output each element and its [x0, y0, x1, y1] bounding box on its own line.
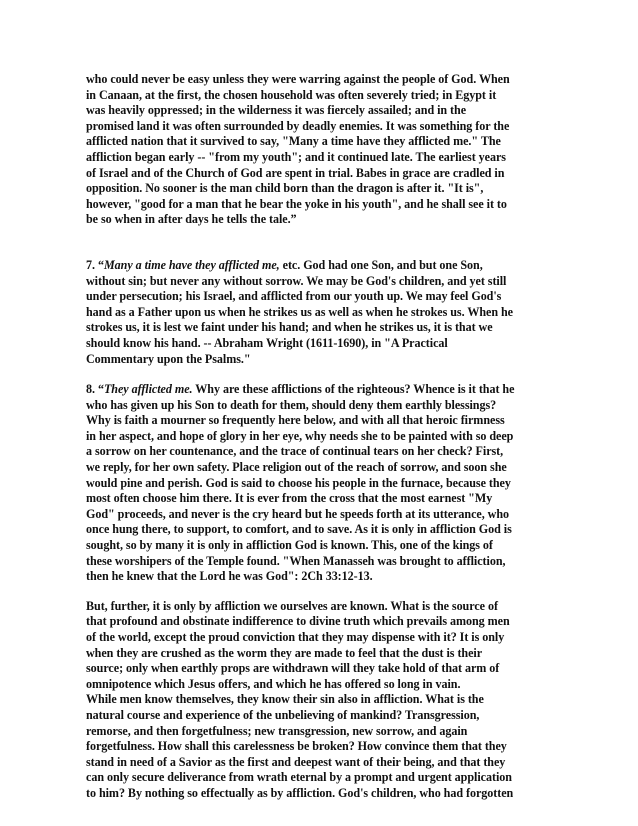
text-line: source; only when earthly props are withdrawn will they take hold of that arm of	[86, 661, 500, 676]
text-line: hand as a Father upon us when he strikes us as well as when he strokes us. When he	[86, 304, 514, 319]
text-line: who could never be easy unless they were warring against the people of God. When	[86, 72, 510, 86]
text-line: who has given up his Son to death for them, should deny them earthly blessings?	[86, 397, 497, 412]
text-line: be so when in after days he tells the tale.”	[86, 212, 297, 227]
text-line: however, "good for a man that he bear the yoke in his youth", and he shall see it to	[86, 196, 507, 211]
text-line: Why is faith a mourner so frequently here below, and with all that heroic firmness	[86, 413, 505, 428]
text-line: forgetfulness. How shall this carelessness be broken? How convince them that they	[86, 739, 507, 754]
text-fragment: Why are these afflictions of the righteous? Whence is it that he	[192, 382, 515, 397]
text-line: can only secure deliverance from wrath eternal by a prompt and urgent application	[86, 770, 512, 785]
text-line: affliction began early -- "from my youth"; and it continued late. The earliest years	[86, 149, 506, 164]
text-line: should know his hand. -- Abraham Wright (1611-1690), in "A Practical	[86, 335, 448, 350]
text-line	[86, 382, 550, 398]
text-line: stand in need of a Savior as the first and deepest want of their being, and that they	[86, 754, 506, 769]
text-line: God" proceeds, and never is the cry heard but he speeds forth at its utterance, who	[86, 506, 510, 521]
text-fragment: etc. God had one Son, and but one Son,	[279, 257, 483, 272]
verse-quote: They afflicted me.	[103, 382, 193, 397]
text-line: Commentary upon the Psalms."	[86, 351, 251, 366]
text-line: opposition. No sooner is the man child born than the dragon is after it. "It is",	[86, 181, 484, 196]
text-line: sought, so by many it is only in affliction God is known. This, one of the kings of	[86, 538, 493, 553]
text-line: promised land it was often surrounded by deadly enemies. It was something for the	[86, 118, 510, 133]
text-line: omnipotence which Jesus offers, and which he has offered so long in vain.	[86, 676, 461, 691]
text-line: afflicted nation that it survived to say, "Many a time have they afflicted me." The	[86, 134, 501, 149]
verse-number: 7. “	[86, 257, 104, 272]
text-line: then he knew that the Lord he was God": 2Ch 33:12-13.	[86, 569, 373, 584]
text-line: in her aspect, and hope of glory in her eye, why needs she to be painted with so deep	[86, 428, 514, 443]
text-line: natural course and experience of the unbelieving of mankind? Transgression,	[86, 707, 480, 722]
text-line: most often choose him there. It is ever from the cross that the most earnest "My	[86, 491, 493, 506]
text-line: these worshipers of the Temple found. "When Manasseh was brought to affliction,	[86, 553, 506, 568]
text-line: While men know themselves, they know their sin also in affliction. What is the	[86, 692, 484, 707]
text-line: without sin; but never any without sorrow. We may be God's children, and yet still	[86, 273, 507, 288]
text-line: we reply, for her own safety. Place religion out of the reach of sorrow, and soon she	[86, 460, 507, 475]
text-line: in Canaan, at the first, the chosen household was often severely tried; in Egypt it	[86, 87, 497, 102]
text-line: once hung there, to support, to comfort, and to save. As it is only in affliction God is	[86, 522, 512, 537]
text-line: of the world, except the proud conviction that they may dispense with it? It is only	[86, 630, 505, 644]
text-line: was heavily oppressed; in the wilderness it was fiercely assailed; and in the	[86, 103, 467, 118]
paragraph-verse-7	[86, 258, 550, 367]
text-line: of Israel and of the Church of God are spent in trial. Babes in grace are cradled in	[86, 165, 505, 180]
text-line: a sorrow on her countenance, and the trace of continual tears on her check? First,	[86, 444, 504, 459]
paragraph-spacer	[86, 585, 550, 599]
paragraph-verse-8	[86, 382, 550, 585]
text-line: when they are crushed as the worm they are made to feel that the dust is their	[86, 645, 483, 660]
verse-quote: Many a time have they afflicted me,	[103, 257, 280, 272]
paragraph-spacer	[86, 228, 550, 258]
paragraph-spacer	[86, 367, 550, 382]
text-line: remorse, and then forgetfulness; new transgression, new sorrow, and again	[86, 723, 468, 738]
text-line: under persecution; his Israel, and afflicted from our youth up. We may feel God's	[86, 289, 502, 304]
text-line: to him? By nothing so effectually as by affliction. God's children, who had forgotten	[86, 785, 514, 800]
text-line: But, further, it is only by affliction we ourselves are known. What is the source of	[86, 598, 498, 613]
paragraph-further	[86, 599, 550, 802]
verse-number: 8. “	[86, 382, 104, 397]
text-line: that profound and obstinate indifference to divine truth which prevails among men	[86, 614, 510, 629]
paragraph-opening	[86, 72, 550, 228]
text-line: strokes us, it is lest we faint under his hand; and when he strikes us, it is that we	[86, 320, 493, 335]
text-line: would pine and perish. God is said to choose his people in the furnace, because they	[86, 475, 511, 490]
text-line	[86, 258, 550, 274]
document-page	[86, 72, 550, 802]
